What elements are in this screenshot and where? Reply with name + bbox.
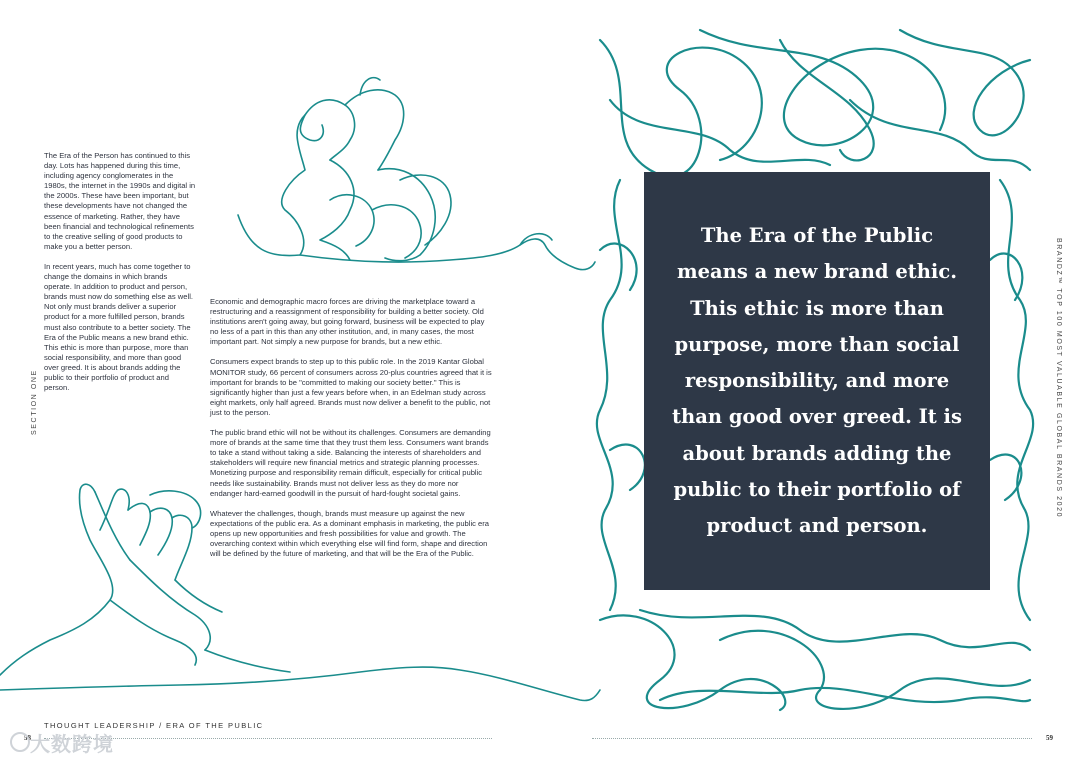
footer-divider-right	[592, 738, 1032, 739]
watermark-icon	[10, 732, 30, 752]
watermark-text: 大数跨境	[30, 734, 114, 756]
pull-quote-box	[644, 172, 990, 590]
left-column	[44, 151, 196, 403]
middle-paragraph-3: The public brand ethic will not be without its challenges. Consumers are demanding more of brands at the same time that they trust them less. Consumers want brands to take a stand without taking a side. Balancing the interests of shareholders and stakeholders will require new financial metrics and strategic planning processes. Monetizing purpose and responsibility remain difficult, especially for critical public needs like sustainability. Brands must not deliver less as they do more nor endanger hard-earned goodwill in the pursuit of hard-fought societal gains.	[210, 428, 491, 498]
left-paragraph-2: In recent years, much has come together to change the domains in which brands operate. In addition to product and person, brands must now do something else as well. Not only must brands deliver a superior product for a more fulfilled person, brands must also contribute to a better society. The Era of the Public means a new brand ethic. This ethic is more than purpose, more than social responsibility, and more than good over greed. It is about brands adding the public to their portfolio of product and person.	[44, 261, 193, 393]
left-paragraph-1: The Era of the Person has continued to this day. Lots has happened during this time, including agency conglomerates in the 1980s, the internet in the 1990s and digital in the 2000s. These have been important, but these developments have not changed the essence of marketing. Rather, they have been financial and technological refinements to the creative selling of good products to make you a better person.	[44, 151, 196, 251]
middle-paragraph-4: Whatever the challenges, though, brands must measure up against the new expectations of the public era. As a dominant emphasis in marketing, the public era opens up new opportunities and fresh possibilities for value and growth. The overarching context within which everything else will find form, shape and direction will be defined by the future of marketing, and that will be the Era of the Public.	[210, 508, 490, 559]
pull-quote: The Era of the Public means a new brand ethic. This ethic is more than purpose, more than social responsibility, and more than good over greed. It is about brands adding the public to their portfolio of product and person.	[672, 224, 962, 538]
middle-column	[210, 297, 492, 569]
page-number-left: 58	[24, 734, 31, 742]
page-number-right: 59	[1046, 734, 1053, 742]
dog-and-person-illustration	[238, 78, 595, 270]
publication-label: BRANDZ™ TOP 100 MOST VALUABLE GLOBAL BRANDS 2020	[1055, 238, 1062, 519]
footer-section-title: THOUGHT LEADERSHIP / ERA OF THE PUBLIC	[44, 721, 264, 730]
middle-paragraph-2: Consumers expect brands to step up to this public role. In the 2019 Kantar Global MONITOR study, 66 percent of consumers across 20-plus countries agreed that it is important for brands to be "committed to making our society better." This is significantly higher than just a few years before when, in an Edelman study across eight markets, only half agreed. Brands must now deliver a benefit to the public, not just to the person.	[210, 357, 492, 417]
middle-paragraph-1: Economic and demographic macro forces are driving the marketplace toward a restructuring and a reassignment of responsibility for building a better society. Old institutions aren't going away, but going forward, business will be expected to play no less of a part in this than any other institution, and, in many cases, the most important part. Not simply a new purpose for brands, but a new ethic.	[210, 297, 485, 347]
section-label: SECTION ONE	[31, 369, 38, 435]
